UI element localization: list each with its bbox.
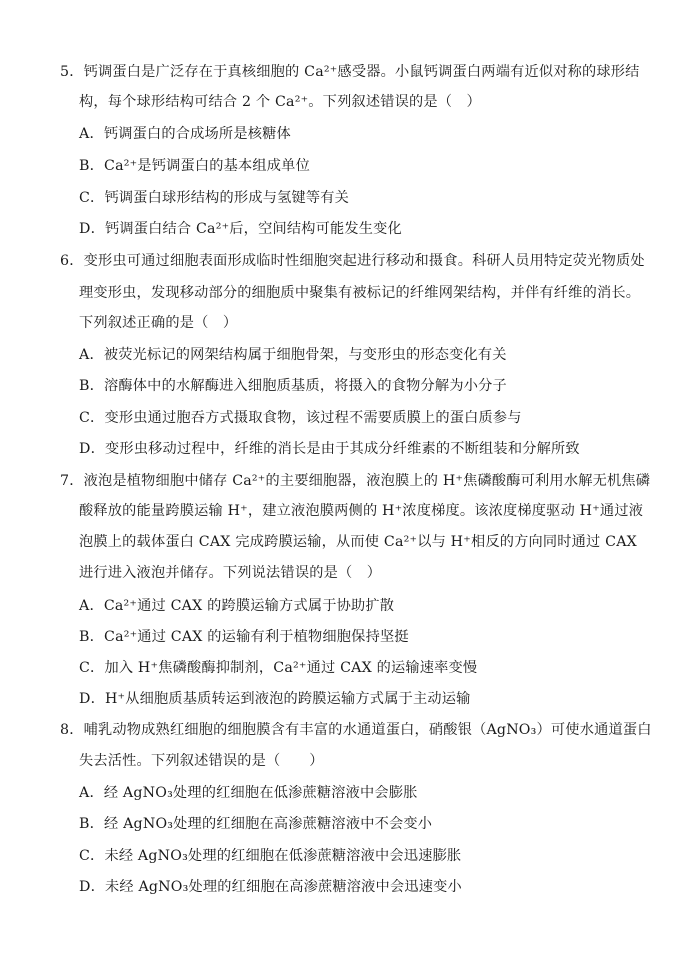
question-7-option-b: B．Ca²⁺通过 CAX 的运输有利于植物细胞保持坚挺	[79, 629, 409, 645]
question-7-stem-line-3: 泡膜上的载体蛋白 CAX 完成跨膜运输，从而使 Ca²⁺以与 H⁺相反的方向同时通过 CAX	[79, 534, 637, 550]
question-5-stem-line-2: 构，每个球形结构可结合 2 个 Ca²⁺。下列叙述错误的是（ ）	[79, 94, 481, 110]
question-7-stem-line-2: 酸释放的能量跨膜运输 H⁺，建立液泡膜两侧的 H⁺浓度梯度。该浓度梯度驱动 H⁺通过液	[79, 503, 644, 519]
question-6-option-b: B．溶酶体中的水解酶进入细胞质基质，将摄入的食物分解为小分子	[79, 378, 507, 394]
question-7-stem-line-4: 进行进入液泡并储存。下列说法错误的是（ ）	[79, 565, 382, 581]
question-5-option-b: B．Ca²⁺是钙调蛋白的基本组成单位	[79, 158, 310, 174]
question-7-stem-line-1: 7．液泡是植物细胞中储存 Ca²⁺的主要细胞器，液泡膜上的 H⁺焦磷酸酶可利用水解无机焦磷	[60, 473, 651, 489]
question-8-stem-line-2: 失去活性。下列叙述错误的是（ ）	[79, 753, 324, 769]
question-5-option-c: C．钙调蛋白球形结构的形成与氢键等有关	[79, 190, 350, 206]
question-7-option-a: A．Ca²⁺通过 CAX 的跨膜运输方式属于协助扩散	[79, 598, 395, 614]
question-7-option-d: D．H⁺从细胞质基质转运到液泡的跨膜运输方式属于主动运输	[79, 691, 471, 707]
question-8-option-a: A．经 AgNO₃处理的红细胞在低渗蔗糖溶液中会膨胀	[79, 785, 418, 801]
question-6-option-d: D．变形虫移动过程中，纤维的消长是由于其成分纤维素的不断组装和分解所致	[79, 441, 580, 457]
question-7-option-c: C．加入 H⁺焦磷酸酶抑制剂，Ca²⁺通过 CAX 的运输速率变慢	[79, 660, 478, 676]
question-6-option-c: C．变形虫通过胞吞方式摄取食物，该过程不需要质膜上的蛋白质参与	[79, 410, 522, 426]
question-8-option-b: B．经 AgNO₃处理的红细胞在高渗蔗糖溶液中不会变小	[79, 816, 433, 832]
question-6-stem-line-1: 6．变形虫可通过细胞表面形成临时性细胞突起进行移动和摄食。科研人员用特定荧光物质处	[60, 253, 645, 269]
question-8-option-c: C．未经 AgNO₃处理的红细胞在低渗蔗糖溶液中会迅速膨胀	[79, 848, 462, 864]
question-5-option-d: D．钙调蛋白结合 Ca²⁺后，空间结构可能发生变化	[79, 221, 402, 237]
question-5-stem-line-1: 5．钙调蛋白是广泛存在于真核细胞的 Ca²⁺感受器。小鼠钙调蛋白两端有近似对称的球形结	[60, 64, 640, 80]
question-6-stem-line-2: 理变形虫，发现移动部分的细胞质中聚集有被标记的纤维网架结构，并伴有纤维的消长。	[79, 285, 641, 301]
question-5-option-a: A．钙调蛋白的合成场所是核糖体	[79, 126, 291, 142]
question-8-option-d: D．未经 AgNO₃处理的红细胞在高渗蔗糖溶液中会迅速变小	[79, 879, 462, 895]
question-6-stem-line-3: 下列叙述正确的是（ ）	[79, 315, 238, 331]
question-6-option-a: A．被荧光标记的网架结构属于细胞骨架，与变形虫的形态变化有关	[79, 347, 507, 363]
question-8-stem-line-1: 8．哺乳动物成熟红细胞的细胞膜含有丰富的水通道蛋白，硝酸银（AgNO₃）可使水通道蛋白	[60, 722, 652, 738]
